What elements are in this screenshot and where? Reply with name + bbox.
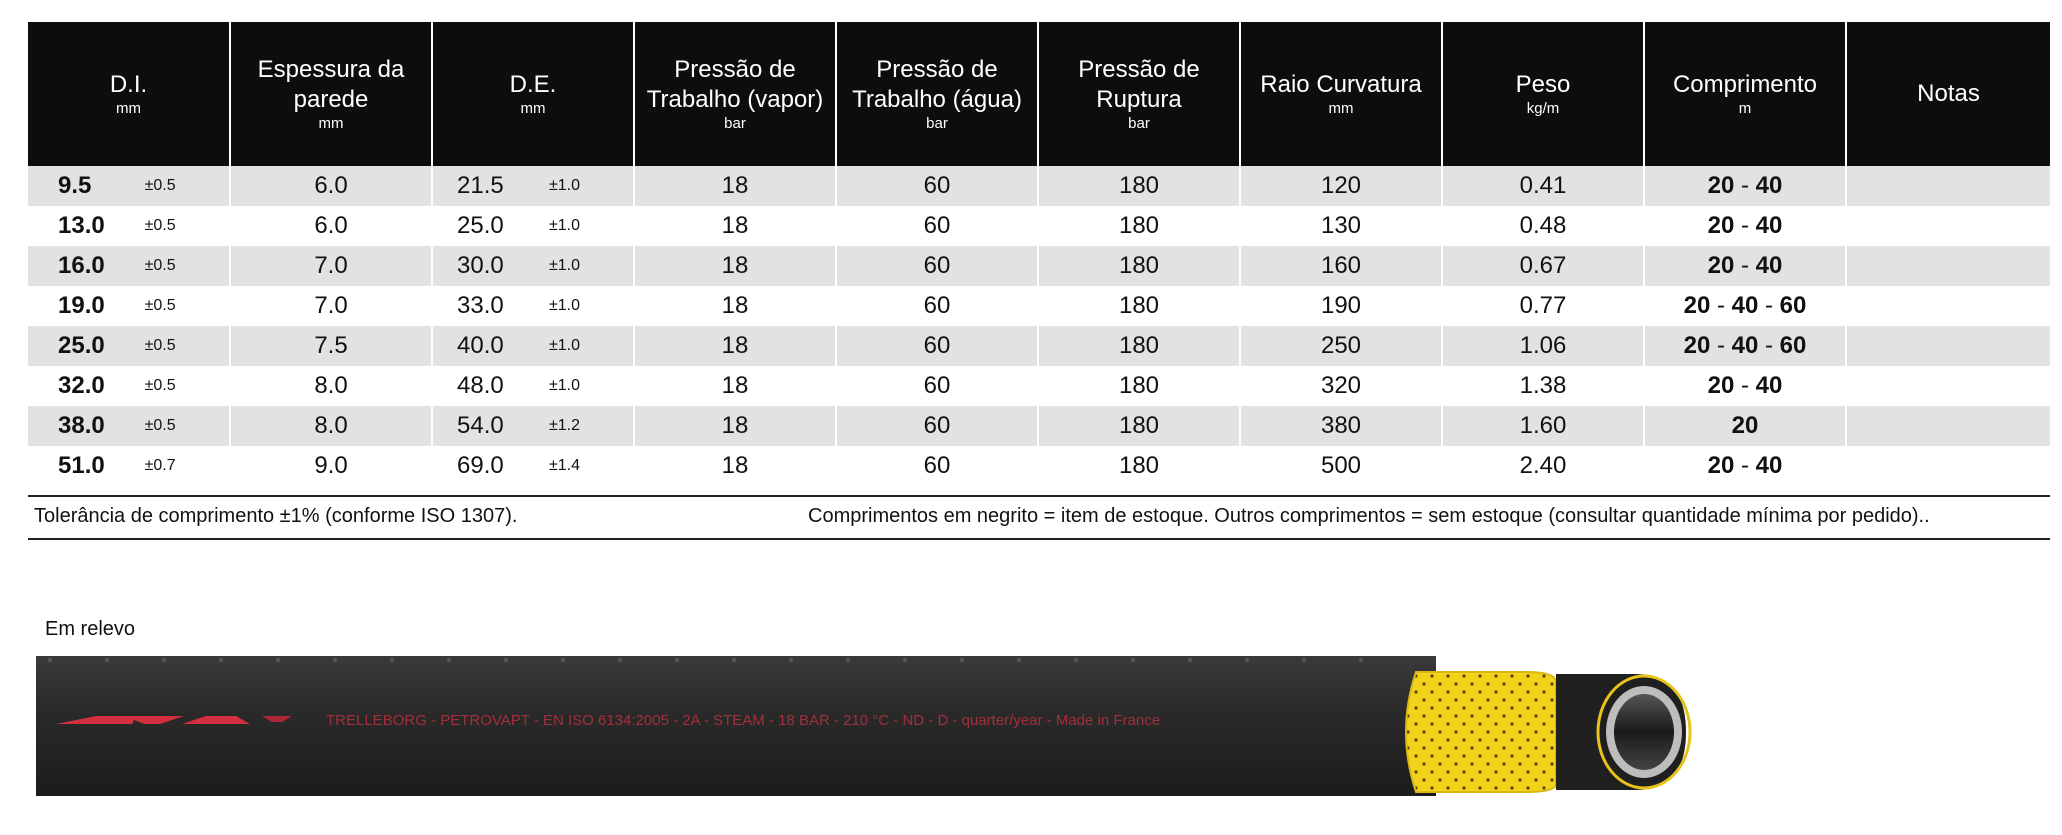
cell-bend-radius <box>1240 166 1442 206</box>
cell-working-pressure-steam <box>634 366 836 406</box>
column-header-unit: kg/m <box>1526 100 1560 117</box>
length-value: 20 <box>1707 252 1735 279</box>
column-header-de <box>432 22 634 166</box>
working-pressure-steam-value: 18 <box>721 172 749 199</box>
cell-length <box>1644 206 1846 246</box>
di-tolerance: ±0.5 <box>144 417 176 434</box>
weight-value: 0.41 <box>1519 172 1567 199</box>
cell-working-pressure-water <box>836 246 1038 286</box>
cell-burst-pressure <box>1038 366 1240 406</box>
working-pressure-water-value: 60 <box>923 292 951 319</box>
cell-di <box>28 286 230 326</box>
cell-working-pressure-steam <box>634 286 836 326</box>
working-pressure-steam-value: 18 <box>721 292 749 319</box>
cell-di <box>28 406 230 446</box>
table-row <box>28 406 2050 446</box>
burst-pressure-value: 180 <box>1118 292 1160 319</box>
column-header-label: Peso <box>1515 71 1571 98</box>
column-header-unit: mm <box>116 100 141 117</box>
di-value: 38.0 <box>58 412 105 439</box>
cell-working-pressure-steam <box>634 446 836 486</box>
column-header-label: Pressão de Ruptura <box>1078 56 1200 113</box>
cell-length <box>1644 326 1846 366</box>
length-value: 60 <box>1779 292 1807 319</box>
length-value: 40 <box>1755 252 1783 279</box>
de-value: 30.0 <box>457 252 504 279</box>
hose-marking-text: TRELLEBORG - PETROVAPT - EN ISO 6134:2005 - 2A - STEAM - 18 BAR - 210 °C - ND - D - quarter/year - Made in France <box>326 712 1161 729</box>
working-pressure-steam-value: 18 <box>721 412 749 439</box>
weight-value: 0.67 <box>1519 252 1567 279</box>
column-header-unit: mm <box>520 100 546 117</box>
table-row <box>28 246 2050 286</box>
length-value: 40 <box>1731 332 1759 359</box>
di-tolerance: ±0.7 <box>144 457 176 474</box>
cell-notes <box>1846 366 2050 406</box>
cell-di <box>28 366 230 406</box>
table-header <box>28 22 2050 166</box>
cell-wall-thickness <box>230 166 432 206</box>
column-header-label: Pressão de Trabalho (vapor) <box>646 56 824 113</box>
burst-pressure-value: 180 <box>1118 452 1160 479</box>
cell-di <box>28 206 230 246</box>
cell-bend-radius <box>1240 286 1442 326</box>
de-tolerance: ±1.0 <box>549 337 581 354</box>
cell-di <box>28 446 230 486</box>
cell-di <box>28 246 230 286</box>
table-row <box>28 366 2050 406</box>
column-header-di <box>28 22 230 166</box>
de-tolerance: ±1.0 <box>549 257 581 274</box>
working-pressure-steam-value: 18 <box>721 252 749 279</box>
hose-cutaway <box>1406 672 1690 792</box>
cell-notes <box>1846 286 2050 326</box>
di-value: 13.0 <box>58 212 105 239</box>
de-tolerance: ±1.4 <box>549 457 581 474</box>
cell-working-pressure-steam <box>634 326 836 366</box>
footnote-bottom-rule <box>28 538 2050 540</box>
cell-bend-radius <box>1240 406 1442 446</box>
de-tolerance: ±1.0 <box>549 377 581 394</box>
length-value: 20 <box>1683 332 1711 359</box>
cell-burst-pressure <box>1038 166 1240 206</box>
cell-de <box>432 166 634 206</box>
cell-working-pressure-steam <box>634 246 836 286</box>
cell-burst-pressure <box>1038 446 1240 486</box>
cell-burst-pressure <box>1038 326 1240 366</box>
cell-working-pressure-water <box>836 326 1038 366</box>
length-value: 40 <box>1755 212 1783 239</box>
cell-de <box>432 286 634 326</box>
de-value: 69.0 <box>457 452 504 479</box>
wall-thickness-value: 7.0 <box>314 252 348 279</box>
wall-thickness-value: 8.0 <box>314 372 348 399</box>
di-value: 19.0 <box>58 292 105 319</box>
de-tolerance: ±1.2 <box>549 417 581 434</box>
cell-weight <box>1442 206 1644 246</box>
working-pressure-water-value: 60 <box>923 452 951 479</box>
cell-bend-radius <box>1240 246 1442 286</box>
burst-pressure-value: 180 <box>1118 372 1160 399</box>
weight-value: 1.06 <box>1519 332 1567 359</box>
cell-working-pressure-steam <box>634 166 836 206</box>
column-header-unit: mm <box>318 115 344 132</box>
de-value: 48.0 <box>457 372 504 399</box>
cell-weight <box>1442 406 1644 446</box>
cell-de <box>432 446 634 486</box>
column-header-burst-pressure <box>1038 22 1240 166</box>
length-separator: - <box>1734 212 1756 239</box>
bend-radius-value: 500 <box>1320 452 1362 479</box>
column-header-length <box>1644 22 1846 166</box>
weight-value: 0.77 <box>1519 292 1567 319</box>
cell-weight <box>1442 286 1644 326</box>
cell-weight <box>1442 166 1644 206</box>
bend-radius-value: 250 <box>1320 332 1362 359</box>
burst-pressure-value: 180 <box>1118 172 1160 199</box>
cell-working-pressure-water <box>836 286 1038 326</box>
length-value: 40 <box>1731 292 1759 319</box>
length-value: 20 <box>1707 212 1735 239</box>
length-separator: - <box>1758 332 1780 359</box>
burst-pressure-value: 180 <box>1118 332 1160 359</box>
cell-weight <box>1442 326 1644 366</box>
cell-de <box>432 206 634 246</box>
working-pressure-water-value: 60 <box>923 212 951 239</box>
weight-value: 1.60 <box>1519 412 1567 439</box>
cell-wall-thickness <box>230 286 432 326</box>
cell-working-pressure-water <box>836 366 1038 406</box>
di-value: 32.0 <box>58 372 105 399</box>
cell-weight <box>1442 246 1644 286</box>
column-header-unit: bar <box>926 115 948 132</box>
column-header-label: Pressão de Trabalho (água) <box>852 56 1022 113</box>
length-separator: - <box>1758 292 1780 319</box>
wall-thickness-value: 6.0 <box>314 172 348 199</box>
bend-radius-value: 320 <box>1320 372 1362 399</box>
column-header-working-pressure-steam <box>634 22 836 166</box>
cell-notes <box>1846 166 2050 206</box>
column-header-label: D.E. <box>509 71 557 98</box>
bend-radius-value: 190 <box>1320 292 1362 319</box>
di-tolerance: ±0.5 <box>144 257 176 274</box>
cell-notes <box>1846 206 2050 246</box>
cell-de <box>432 406 634 446</box>
column-header-unit: m <box>1738 100 1752 117</box>
cell-length <box>1644 366 1846 406</box>
di-tolerance: ±0.5 <box>144 217 176 234</box>
column-header-bend-radius <box>1240 22 1442 166</box>
bend-radius-value: 120 <box>1320 172 1362 199</box>
wall-thickness-value: 9.0 <box>314 452 348 479</box>
cell-length <box>1644 446 1846 486</box>
cell-working-pressure-steam <box>634 406 836 446</box>
working-pressure-water-value: 60 <box>923 332 951 359</box>
table-row <box>28 166 2050 206</box>
table-row <box>28 446 2050 486</box>
bend-radius-value: 160 <box>1320 252 1362 279</box>
di-tolerance: ±0.5 <box>144 297 176 314</box>
column-header-label: Comprimento <box>1672 71 1818 98</box>
de-tolerance: ±1.0 <box>549 297 581 314</box>
cell-burst-pressure <box>1038 286 1240 326</box>
cell-length <box>1644 246 1846 286</box>
length-value: 20 <box>1707 452 1735 479</box>
de-value: 54.0 <box>457 412 504 439</box>
cell-notes <box>1846 406 2050 446</box>
length-value: 20 <box>1731 412 1759 439</box>
cell-wall-thickness <box>230 406 432 446</box>
length-value: 40 <box>1755 372 1783 399</box>
working-pressure-steam-value: 18 <box>721 372 749 399</box>
de-value: 25.0 <box>457 212 504 239</box>
length-separator: - <box>1734 252 1756 279</box>
column-header-notes <box>1846 22 2050 166</box>
de-value: 40.0 <box>457 332 504 359</box>
bend-radius-value: 130 <box>1320 212 1362 239</box>
working-pressure-water-value: 60 <box>923 372 951 399</box>
working-pressure-steam-value: 18 <box>721 452 749 479</box>
burst-pressure-value: 180 <box>1118 412 1160 439</box>
bend-radius-value: 380 <box>1320 412 1362 439</box>
de-tolerance: ±1.0 <box>549 177 581 194</box>
tolerance-footnote: Tolerância de comprimento ±1% (conforme ISO 1307). <box>34 505 518 527</box>
di-tolerance: ±0.5 <box>144 177 176 194</box>
weight-value: 1.38 <box>1519 372 1567 399</box>
hose-spec-table <box>28 22 2050 486</box>
column-header-label: Raio Curvatura <box>1260 71 1422 98</box>
de-tolerance: ±1.0 <box>549 217 581 234</box>
length-value: 60 <box>1779 332 1807 359</box>
cell-working-pressure-water <box>836 206 1038 246</box>
di-value: 25.0 <box>58 332 105 359</box>
weight-value: 2.40 <box>1519 452 1567 479</box>
table-bottom-rule <box>28 495 2050 497</box>
length-value: 40 <box>1755 452 1783 479</box>
weight-value: 0.48 <box>1519 212 1567 239</box>
length-value: 20 <box>1683 292 1711 319</box>
table-row <box>28 286 2050 326</box>
column-header-label: D.I. <box>109 71 148 98</box>
cell-di <box>28 326 230 366</box>
cell-length <box>1644 166 1846 206</box>
wall-thickness-value: 7.0 <box>314 292 348 319</box>
wall-thickness-value: 7.5 <box>314 332 348 359</box>
di-value: 51.0 <box>58 452 105 479</box>
table-row <box>28 206 2050 246</box>
column-header-label: Notas <box>1917 80 1980 107</box>
length-separator: - <box>1710 292 1732 319</box>
cell-working-pressure-water <box>836 166 1038 206</box>
length-separator: - <box>1734 452 1756 479</box>
column-header-unit: bar <box>724 115 746 132</box>
cell-de <box>432 366 634 406</box>
di-tolerance: ±0.5 <box>144 337 176 354</box>
di-tolerance: ±0.5 <box>144 377 176 394</box>
cell-bend-radius <box>1240 326 1442 366</box>
burst-pressure-value: 180 <box>1118 212 1160 239</box>
cell-wall-thickness <box>230 326 432 366</box>
cell-wall-thickness <box>230 246 432 286</box>
length-separator: - <box>1710 332 1732 359</box>
column-header-unit: bar <box>1128 115 1150 132</box>
length-separator: - <box>1734 372 1756 399</box>
cell-burst-pressure <box>1038 406 1240 446</box>
cell-bend-radius <box>1240 206 1442 246</box>
cell-wall-thickness <box>230 446 432 486</box>
cell-bend-radius <box>1240 366 1442 406</box>
cell-weight <box>1442 446 1644 486</box>
emboss-label: Em relevo <box>45 618 136 640</box>
hose-emboss-image <box>36 656 1696 796</box>
cell-notes <box>1846 246 2050 286</box>
cell-notes <box>1846 446 2050 486</box>
length-value: 20 <box>1707 172 1735 199</box>
cell-length <box>1644 286 1846 326</box>
working-pressure-water-value: 60 <box>923 172 951 199</box>
wall-thickness-value: 6.0 <box>314 212 348 239</box>
table-body <box>28 166 2050 486</box>
length-value: 40 <box>1755 172 1783 199</box>
cell-working-pressure-steam <box>634 206 836 246</box>
working-pressure-steam-value: 18 <box>721 212 749 239</box>
cell-wall-thickness <box>230 366 432 406</box>
cell-di <box>28 166 230 206</box>
cell-working-pressure-water <box>836 406 1038 446</box>
burst-pressure-value: 180 <box>1118 252 1160 279</box>
cell-weight <box>1442 366 1644 406</box>
di-value: 9.5 <box>58 172 92 199</box>
column-header-weight <box>1442 22 1644 166</box>
stock-footnote: Comprimentos em negrito = item de estoque. Outros comprimentos = sem estoque (consultar quantidade mínima por pedido).. <box>808 505 1930 527</box>
di-value: 16.0 <box>58 252 105 279</box>
column-header-working-pressure-water <box>836 22 1038 166</box>
working-pressure-water-value: 60 <box>923 252 951 279</box>
cell-de <box>432 246 634 286</box>
cell-notes <box>1846 326 2050 366</box>
wall-thickness-value: 8.0 <box>314 412 348 439</box>
de-value: 21.5 <box>457 172 504 199</box>
table-row <box>28 326 2050 366</box>
de-value: 33.0 <box>457 292 504 319</box>
length-separator: - <box>1734 172 1756 199</box>
cell-working-pressure-water <box>836 446 1038 486</box>
cell-bend-radius <box>1240 446 1442 486</box>
cell-wall-thickness <box>230 206 432 246</box>
working-pressure-steam-value: 18 <box>721 332 749 359</box>
length-value: 20 <box>1707 372 1735 399</box>
working-pressure-water-value: 60 <box>923 412 951 439</box>
cell-burst-pressure <box>1038 246 1240 286</box>
cell-length <box>1644 406 1846 446</box>
column-header-unit: mm <box>1328 100 1354 117</box>
cell-burst-pressure <box>1038 206 1240 246</box>
cell-de <box>432 326 634 366</box>
column-header-wall-thickness <box>230 22 432 166</box>
column-header-label: Espessura da parede <box>257 56 405 113</box>
